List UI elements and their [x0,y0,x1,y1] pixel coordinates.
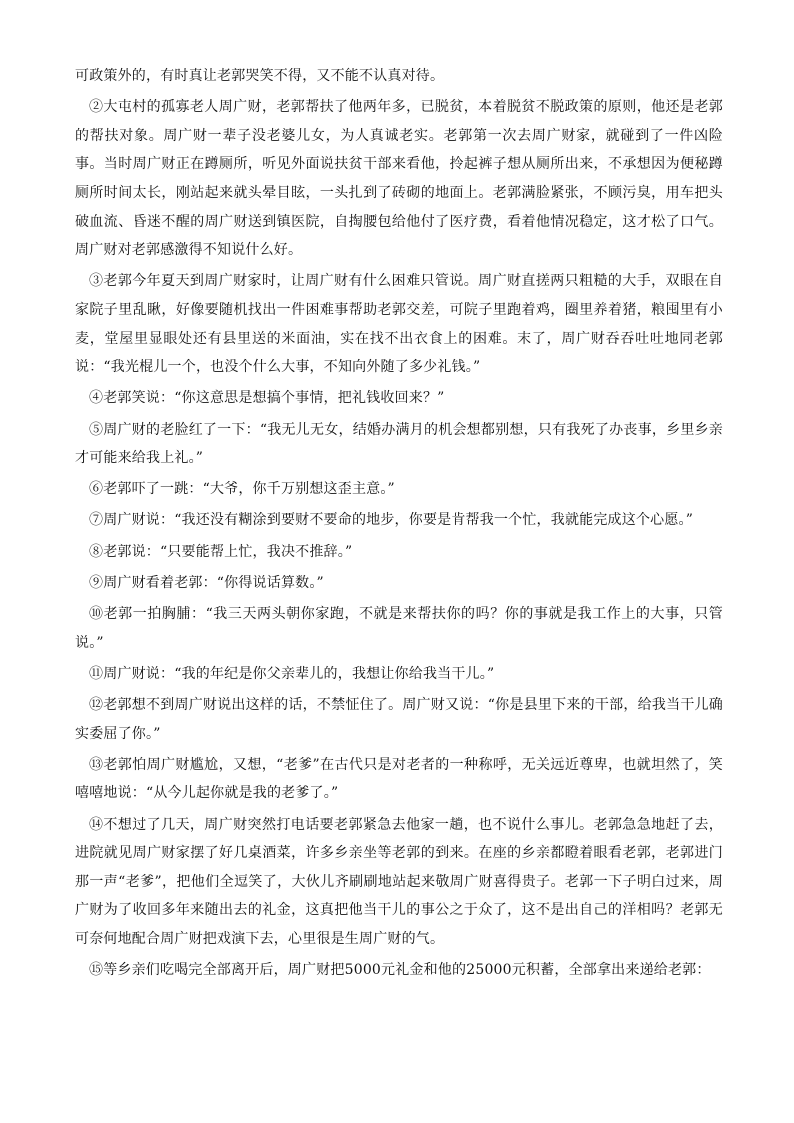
paragraph-9: ⑨周广财看着老郭：“你得说话算数。” [89,574,324,591]
paragraph-13: ⑬老郭怕周广财尴尬，又想，“老爹”在古代只是对老者的一种称呼，无关远近尊卑，也就坦然了，笑嘻嘻地说：“从今儿起你就是我的老爹了。” [75,756,723,802]
paragraph-5: ⑤周广财的老脸红了一下：“我无儿无女，结婚办满月的机会想都别想，只有我死了办丧事，乡里乡亲才可能来给我上礼。” [75,421,723,467]
paragraph-14: ⑭不想过了几天，周广财突然打电话要老郭紧急去他家一趟，也不说什么事儿。老郭急急地赶了去，进院就见周广财家摆了好几桌酒菜，许多乡亲坐等老郭的到来。在座的乡亲都瞪着眼看老郭，老郭进门那一声“老爹”，把他们全逗笑了，大伙儿齐刷刷地站起来敬周广财喜得贵子。老郭一下子明白过来，周广财为了收回多年来随出去的礼金，这真把他当干儿的事公之于众了，这不是出自己的洋相吗？老郭无可奈何地配合周广财把戏演下去，心里很是生周广财的气。 [75,816,723,947]
paragraph-10: ⑩老郭一拍胸脯：“我三天两头朝你家跑，不就是来帮扶你的吗？你的事就是我工作上的大事，只管说。” [75,606,723,651]
paragraph-12: ⑫老郭想不到周广财说出这样的话，不禁怔住了。周广财又说：“你是县里下来的干部，给我当干儿确实委屈了你。” [75,697,723,742]
paragraph-2: ②大屯村的孤寡老人周广财，老郭帮扶了他两年多，已脱贫，本着脱贫不脱政策的原则，他还是老郭的帮扶对象。周广财一辈子没老婆儿女，为人真诚老实。老郭第一次去周广财家，就碰到了一件凶险事。当时周广财正在蹲厕所，听见外面说扶贫干部来看他，拎起裤子想从厕所出来，不承想因为便秘蹲厕所时间太长，刚站起来就头晕目眩，一头扎到了砖砌的地面上。老郭满脸紧张，不顾污臭，用车把头破血流、昏迷不醒的周广财送到镇医院，自掏腰包给他付了医疗费，看着他情况稳定，这才松了口气。周广财对老郭感激得不知说什么好。 [75,99,723,259]
paragraph-15: ⑮等乡亲们吃喝完全部离开后，周广财把5000元礼金和他的25000元积蓄，全部拿出来递给老郭： [89,962,711,979]
paragraph-4: ④老郭笑说：“你这意思是想搞个事情，把礼钱收回来？” [89,390,445,407]
document-page [75,62,723,987]
paragraph-8: ⑧老郭说：“只要能帮上忙，我决不推辞。” [89,543,353,560]
paragraph-7: ⑦周广财说：“我还没有糊涂到要财不要命的地步，你要是肯帮我一个忙，我就能完成这个心愿。” [89,512,694,529]
paragraph-11: ⑪周广财说：“我的年纪是你父亲辈儿的，我想让你给我当干儿。” [89,665,495,682]
paragraph-3: ③老郭今年夏天到周广财家时，让周广财有什么困难只管说。周广财直搓两只粗糙的大手，双眼在自家院子里乱瞅，好像要随机找出一件困难事帮助老郭交差，可院子里跑着鸡，圈里养着猪，粮囤里有小麦，堂屋里显眼处还有县里送的米面油，实在找不出衣食上的困难。末了，周广财吞吞吐吐地同老郭说：“我光棍儿一个，也没个什么大事，不知向外随了多少礼钱。” [75,273,723,376]
paragraph-continuation: 可政策外的，有时真让老郭哭笑不得，又不能不认真对待。 [75,68,445,84]
paragraph-6: ⑥老郭吓了一跳：“大爷，你千万别想这歪主意。” [89,481,395,498]
